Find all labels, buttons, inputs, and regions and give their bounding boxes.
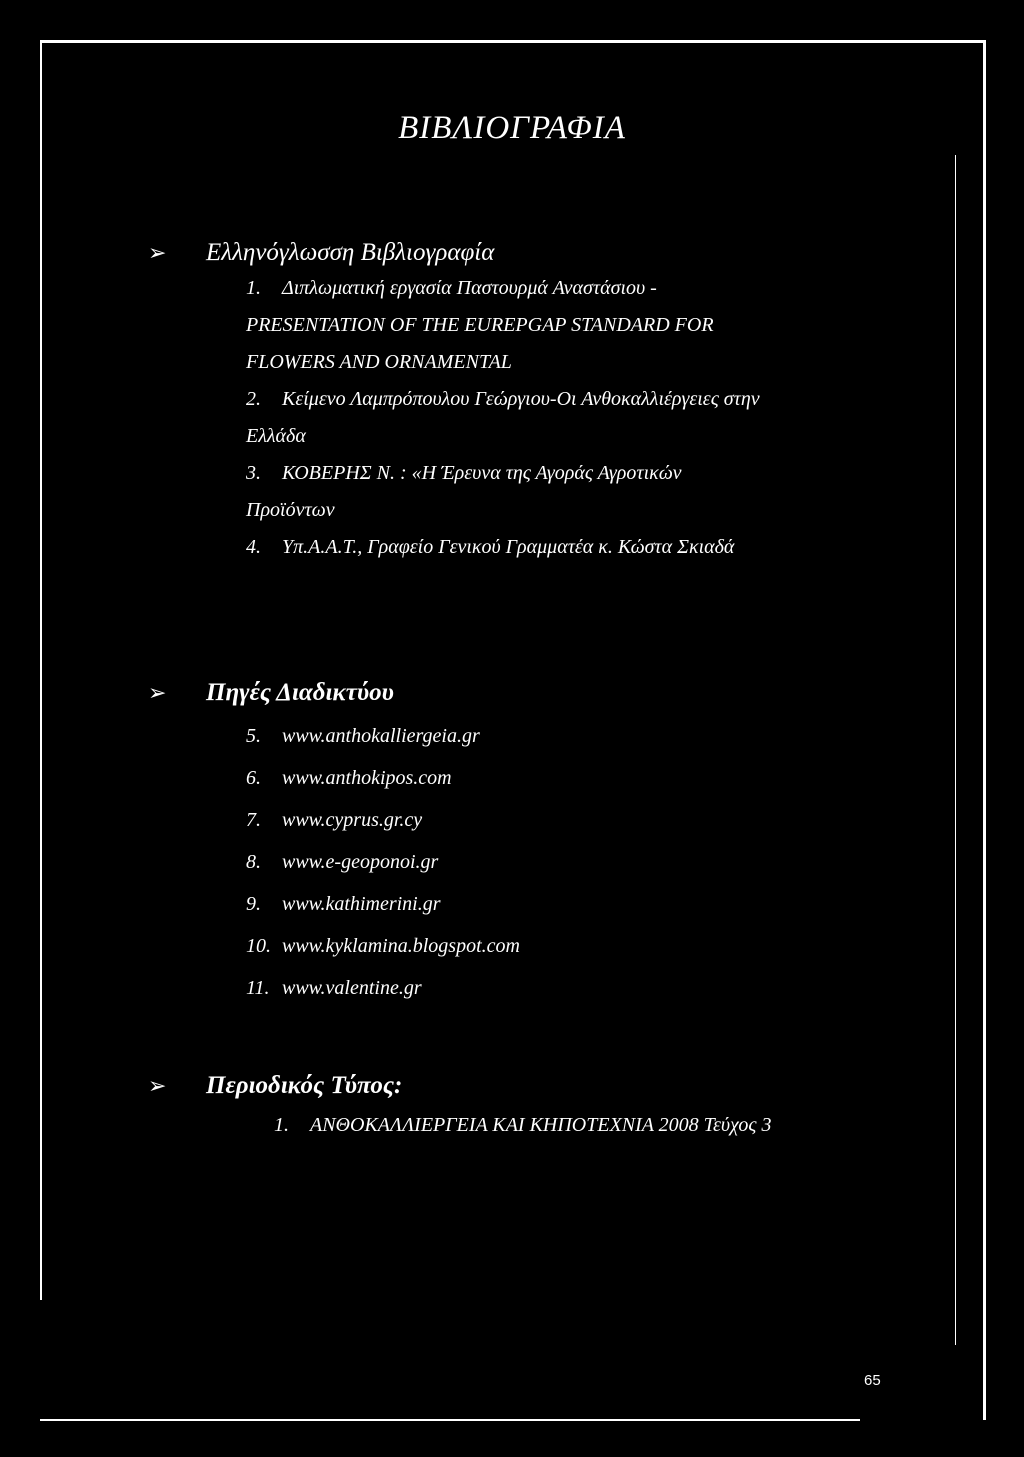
section-heading xyxy=(148,236,948,270)
entry-line: Διπλωματική εργασία Παστουρμά Αναστάσιου - xyxy=(282,277,657,299)
list-item xyxy=(246,463,948,520)
entry-link[interactable]: www.valentine.gr xyxy=(282,977,422,999)
entry-number: 7. xyxy=(246,809,261,831)
list-item xyxy=(246,978,948,998)
frame-bottom-border xyxy=(40,1419,860,1421)
frame-left-border xyxy=(40,40,42,1300)
section-heading xyxy=(148,676,948,710)
entry-text: ΑΝΘΟΚΑΛΛΙΕΡΓΕΙΑ ΚΑΙ ΚΗΠΟΤΕΧΝΙΑ 2008 Τεύχος 3 xyxy=(310,1114,772,1136)
entry-link[interactable]: www.e-geoponoi.gr xyxy=(282,851,439,873)
entry-link[interactable]: www.kathimerini.gr xyxy=(282,893,441,915)
entry-number: 2. xyxy=(246,388,261,410)
entry-link[interactable]: www.cyprus.gr.cy xyxy=(282,809,423,831)
entry-link[interactable]: www.anthokalliergeia.gr xyxy=(282,725,480,747)
list-item xyxy=(246,894,948,914)
entry-line: Προϊόντων xyxy=(246,499,335,521)
entry-number: 8. xyxy=(246,851,261,873)
entry-line: Κείμενο Λαμπρόπουλου Γεώργιου-Οι Ανθοκαλλιέργειες στην xyxy=(282,388,760,410)
list-item xyxy=(246,537,948,557)
entry-list xyxy=(246,726,948,998)
section-heading-text: Ελληνόγλωσση Βιβλιογραφία xyxy=(206,239,495,266)
entry-text xyxy=(246,462,948,521)
arrowhead-bullet-icon: ➢ xyxy=(148,680,167,706)
entry-number: 1. xyxy=(246,277,261,299)
section-internet-sources xyxy=(148,676,948,998)
entry-number: 10. xyxy=(246,935,271,957)
list-item xyxy=(246,936,948,956)
entry-list xyxy=(246,278,948,557)
list-item xyxy=(246,852,948,872)
list-item xyxy=(246,768,948,788)
list-item xyxy=(246,726,948,746)
entry-line: FLOWERS AND ORNAMENTAL xyxy=(246,351,512,373)
entry-number: 9. xyxy=(246,893,261,915)
entry-number: 3. xyxy=(246,462,261,484)
page-number: 65 xyxy=(864,1372,881,1389)
inner-right-rule xyxy=(955,155,956,1345)
arrowhead-bullet-icon: ➢ xyxy=(148,1073,167,1099)
entry-link[interactable]: www.anthokipos.com xyxy=(282,767,452,789)
entry-number: 11. xyxy=(246,977,270,999)
section-heading-text: Πηγές Διαδικτύου xyxy=(206,679,394,706)
entry-list xyxy=(274,1115,948,1135)
page-title: ΒΙΒΛΙΟΓΡΑΦΙΑ xyxy=(398,110,626,146)
list-item xyxy=(246,389,948,446)
section-periodical-press xyxy=(148,1069,948,1135)
list-item xyxy=(274,1115,948,1135)
entry-link[interactable]: www.kyklamina.blogspot.com xyxy=(282,935,520,957)
list-item xyxy=(246,810,948,830)
frame-top-border xyxy=(40,40,985,43)
entry-line: Ελλάδα xyxy=(246,425,306,447)
section-heading xyxy=(148,1069,948,1103)
frame-right-border xyxy=(983,40,986,1420)
entry-text xyxy=(246,277,948,373)
section-greek-bibliography xyxy=(148,236,948,557)
entry-number: 4. xyxy=(246,536,261,558)
entry-number: 5. xyxy=(246,725,261,747)
entry-number: 6. xyxy=(246,767,261,789)
entry-line: PRESENTATION OF THE EUREPGAP STANDARD FOR xyxy=(246,314,714,336)
entry-line: ΚΟΒΕΡΗΣ Ν. : «Η Έρευνα της Αγοράς Αγροτικών xyxy=(282,462,682,484)
section-heading-text: Περιοδικός Τύπος: xyxy=(206,1072,403,1099)
entry-text: Υπ.Α.Α.Τ., Γραφείο Γενικού Γραμματέα κ. Κώστα Σκιαδά xyxy=(282,536,735,558)
arrowhead-bullet-icon: ➢ xyxy=(148,240,167,266)
list-item xyxy=(246,278,948,372)
entry-number: 1. xyxy=(274,1114,289,1136)
entry-text xyxy=(246,388,948,447)
